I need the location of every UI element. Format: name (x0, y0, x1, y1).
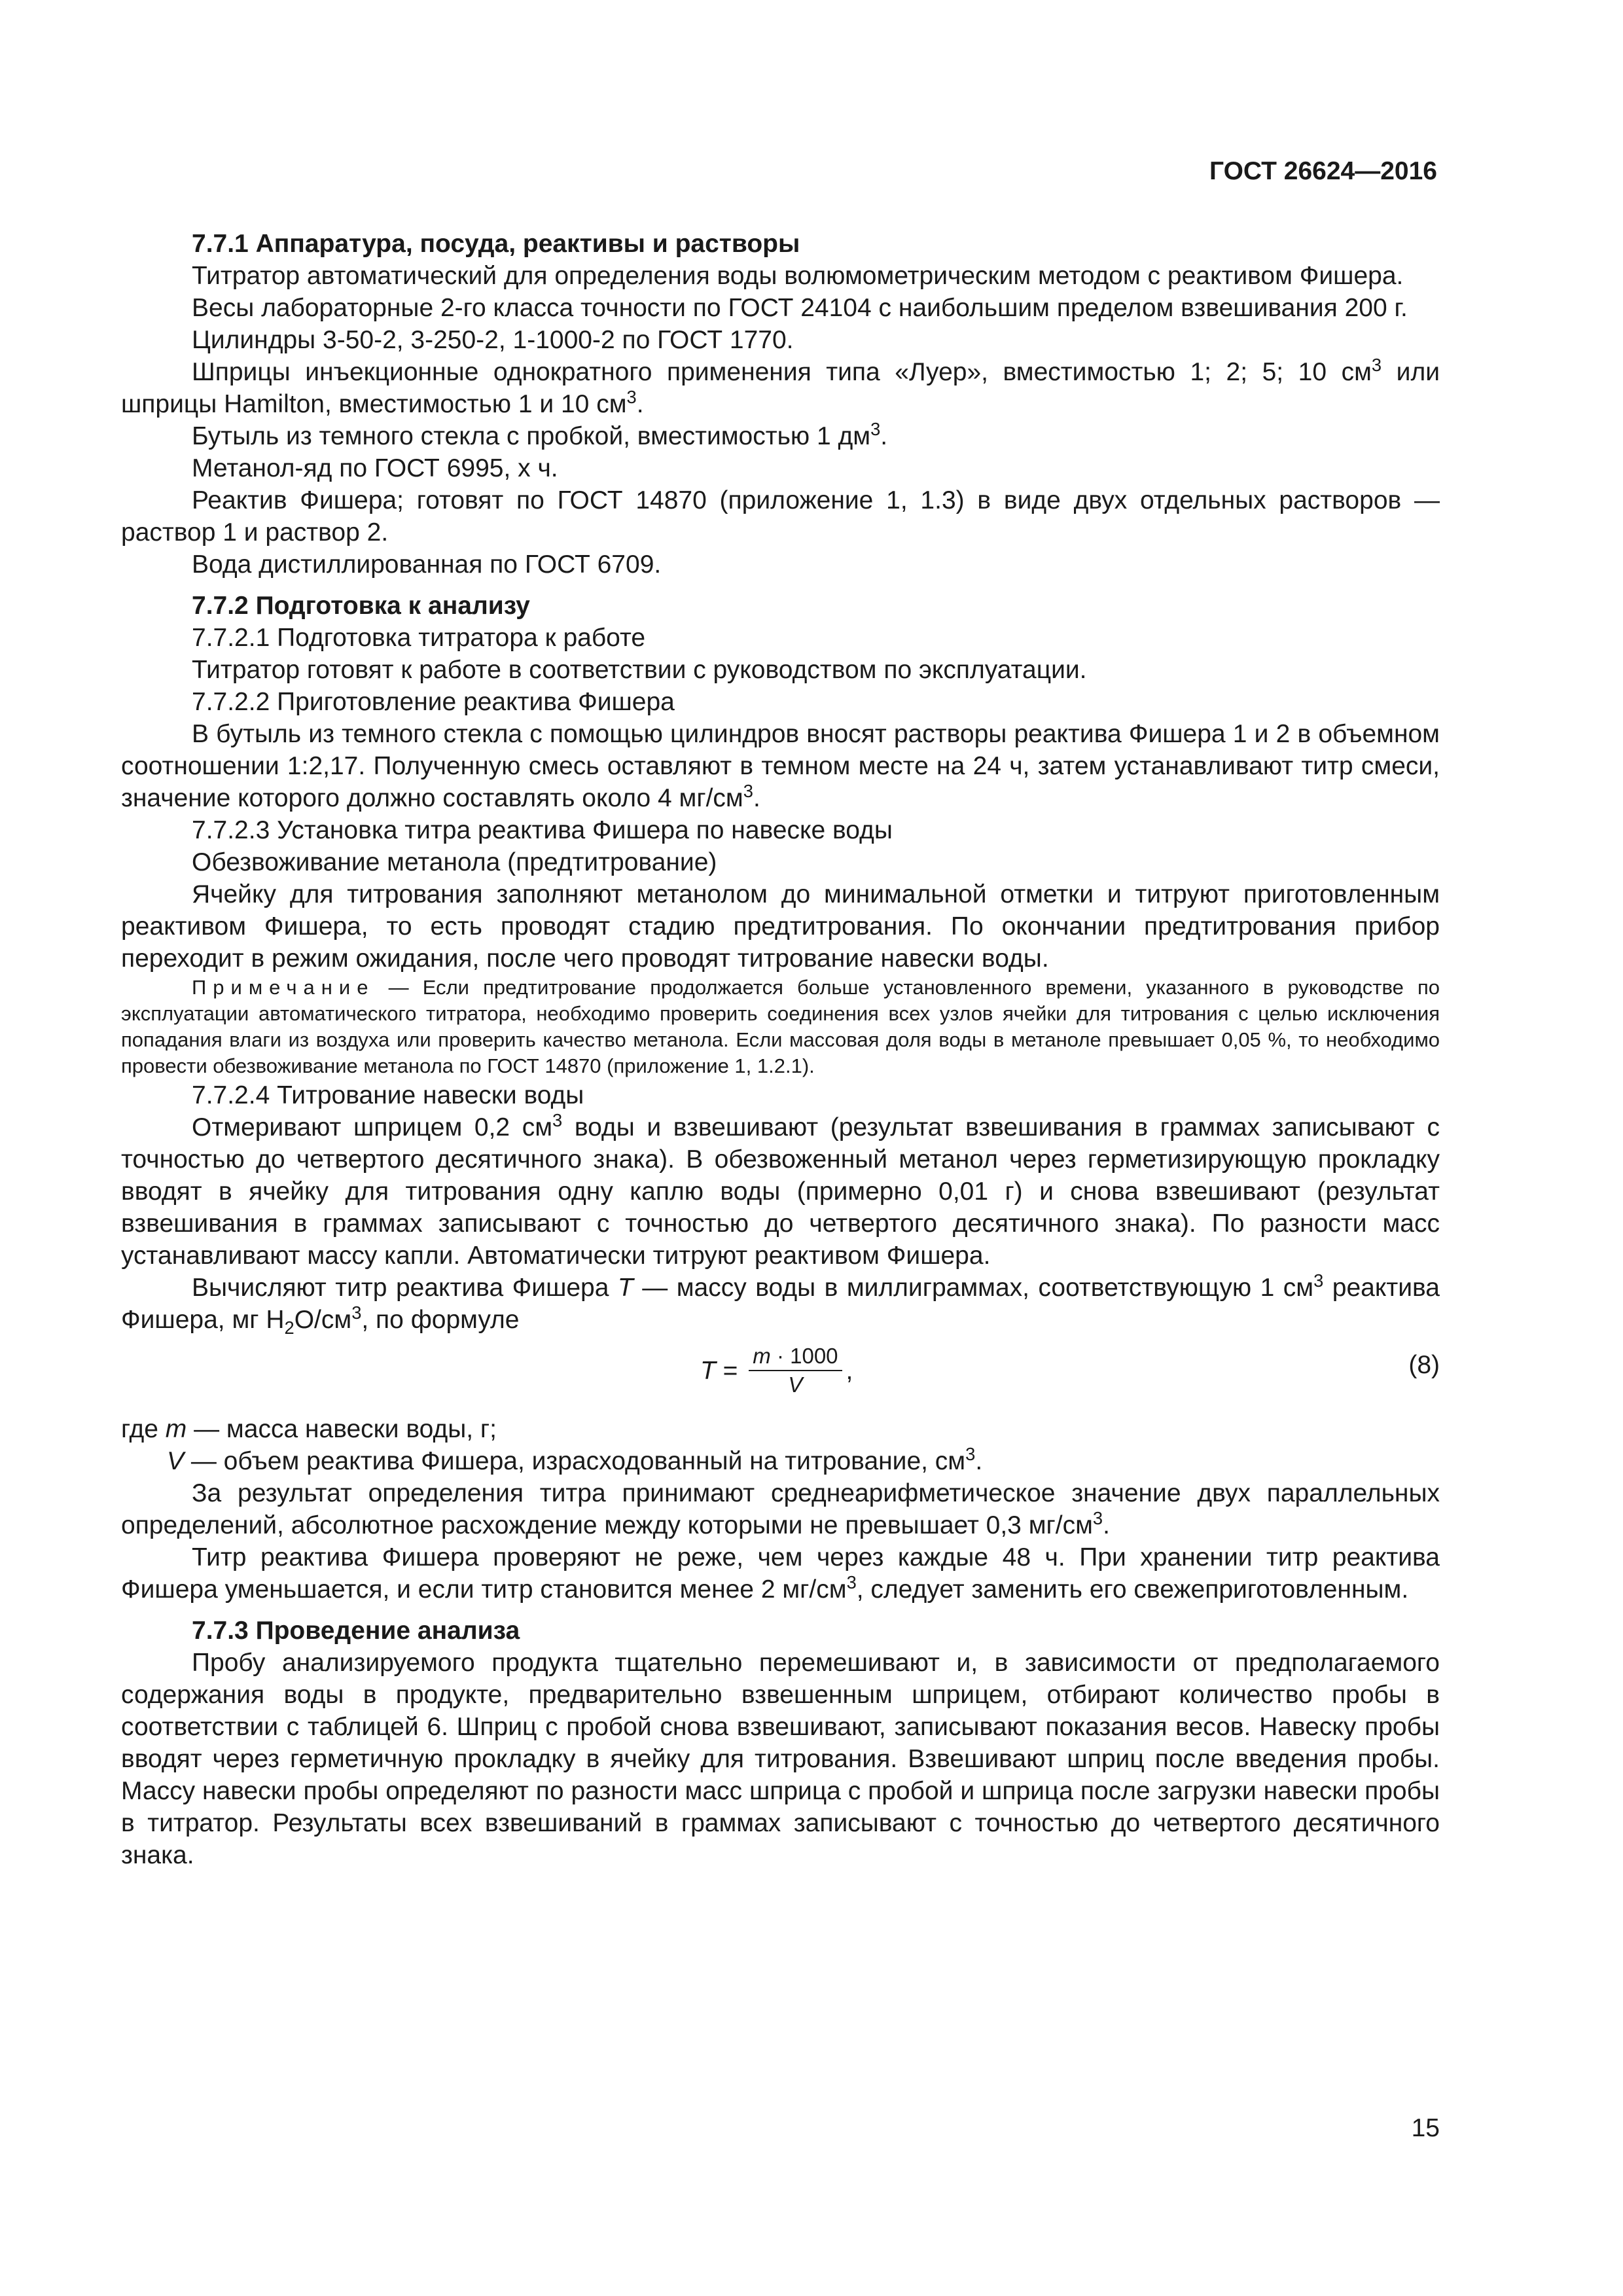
section-heading-7-7-3: 7.7.3 Проведение анализа (192, 1617, 520, 1645)
formula-lhs: T (700, 1356, 716, 1385)
paragraph-methanol: Метанол-яд по ГОСТ 6995, х ч. (192, 454, 558, 482)
legend-v: V — объем реактива Фишера, израсходованный на титрование, $см^3$. (167, 1444, 983, 1475)
paragraph-titrator-prep: Титратор готовят к работе в соответствии с руководством по эксплуатации. (192, 656, 1087, 684)
formula-equals: = (715, 1356, 745, 1385)
document-body (121, 228, 1440, 1871)
paragraph-analysis: Пробу анализируемого продукта тщательно перемешивают и, в зависимости от предполагаемого содержания воды в продукте, предварительно взвешенным шприцем, отбирают количество пробы в соответствии с таблицей 6. Шприц с пробой снова взвешивают, записывают показания весов. Навеску пробы вводят через герметичную прокладку в ячейку для титрования. Взвешивают шприц после введения пробы. Массу навески пробы определяют по разности масс шприца с пробой и шприца после загрузки навески пробы в титратор. Результаты всех взвешиваний в граммах записывают с точностью до четвертого десятичного знака. (121, 1649, 1440, 1869)
formula-8 (121, 1340, 1440, 1408)
formula-tail: , (846, 1356, 853, 1385)
paragraph-bottle: Бутыль из темного стекла с пробкой, вместимостью 1 $дм^3$. (192, 419, 888, 450)
paragraph-pretitration-title: Обезвоживание метанола (предтитрование) (192, 848, 717, 876)
legend-m: где m — масса навески воды, г; (121, 1415, 497, 1443)
paragraph-titrator: Титратор автоматический для определения воды волюмометрическим методом с реактивом Фишера. (192, 262, 1404, 290)
formula-fraction (749, 1342, 842, 1399)
document-code-header: ГОСТ 26624—2016 (1209, 157, 1437, 185)
paragraph-titre-result: За результат определения титра принимают среднеарифметическое значение двух параллельных определений, абсолютное расхождение между которыми не превышает 0,3 $мг/см^3$. (121, 1479, 1440, 1539)
paragraph-titre-calc: Вычисляют титр реактива Фишера T — массу воды в миллиграммах, соответствующую 1 $см^3$ реактива Фишера, мг $H_2O/см^3$, по формуле (121, 1270, 1440, 1338)
formula-denominator: V (788, 1372, 803, 1397)
paragraph-water-titration: Отмеривают шприцем 0,2 $см^3$ воды и взвешивают (результат взвешивания в граммах записывают с точностью до четвертого десятичного знака). В обезвоженный метанол через герметизирующую прокладку вводят в ячейку для титрования одну каплю воды (примерно 0,01 г) и снова взвешивают (результат взвешивания в граммах записывают с точностью до четвертого десятичного знака). По разности масс устанавливают массу капли. Автоматически титруют реактивом Фишера. (121, 1110, 1440, 1270)
paragraph-fischer-reagent: Реактив Фишера; готовят по ГОСТ 14870 (приложение 1, 1.3) в виде двух отдельных растворов — раствор 1 и раствор 2. (121, 486, 1440, 547)
paragraph-titre-check: Титр реактива Фишера проверяют не реже, чем через каждые 48 ч. При хранении титр реактива Фишера уменьшается, и если титр становится менее 2 $мг/см^3$, следует заменить его свежеприготовленным. (121, 1543, 1440, 1604)
subsection-heading-7-7-2-3: 7.7.2.3 Установка титра реактива Фишера по навеске воды (192, 816, 893, 844)
paragraph-pretitration: Ячейку для титрования заполняют метанолом до минимальной отметки и титруют приготовленным реактивом Фишера, то есть проводят стадию предтитрования. По окончании предтитрования прибор переходит в режим ожидания, после чего проводят титрование навески воды. (121, 880, 1440, 973)
formula-numerator: m · 1000 (749, 1342, 842, 1371)
paragraph-syringes: Шприцы инъекционные однократного применения типа «Луер», вместимостью 1; 2; 5; 10 $см^3$ или шприцы Hamilton, вместимостью 1 и 10 $см^3$. (121, 355, 1440, 418)
subsection-heading-7-7-2-1: 7.7.2.1 Подготовка титратора к работе (192, 624, 646, 652)
paragraph-cylinders: Цилиндры 3-50-2, 3-250-2, 1-1000-2 по ГОСТ 1770. (192, 326, 794, 354)
section-heading-7-7-1: 7.7.1 Аппаратура, посуда, реактивы и растворы (192, 230, 800, 258)
paragraph-distilled-water: Вода дистиллированная по ГОСТ 6709. (192, 550, 662, 579)
page-number: 15 (1411, 2114, 1440, 2142)
paragraph-scales: Весы лабораторные 2-го класса точности по ГОСТ 24104 с наибольшим пределом взвешивания 200 г. (192, 294, 1408, 322)
formula-expression (700, 1342, 853, 1399)
note-text: — Если предтитрование продолжается больше установленного времени, указанного в руководстве по эксплуатации автоматического титратора, необходимо проверить соединения всех узлов ячейки для титрования с целью исключения попадания влаги из воздуха или проверить качество метанола. Если массовая доля воды в метаноле превышает 0,05 %, то необходимо провести обезвоживание метанола по ГОСТ 14870 (приложение 1, 1.2.1). (121, 976, 1440, 1077)
note-paragraph (121, 975, 1440, 1079)
section-heading-7-7-2: 7.7.2 Подготовка к анализу (192, 592, 530, 620)
subsection-heading-7-7-2-4: 7.7.2.4 Титрование навески воды (192, 1081, 584, 1109)
formula-legend (121, 1413, 1440, 1477)
subsection-heading-7-7-2-2: 7.7.2.2 Приготовление реактива Фишера (192, 688, 675, 716)
formula-number: (8) (1408, 1351, 1440, 1379)
paragraph-reagent-prep: В бутыль из темного стекла с помощью цилиндров вносят растворы реактива Фишера 1 и 2 в объемном соотношении 1:2,17. Полученную смесь оставляют в темном месте на 24 ч, затем устанавливают титр смеси, значение которого должно составлять около 4 $мг/см^3$. (121, 720, 1440, 812)
note-label: Примечание (192, 976, 375, 999)
